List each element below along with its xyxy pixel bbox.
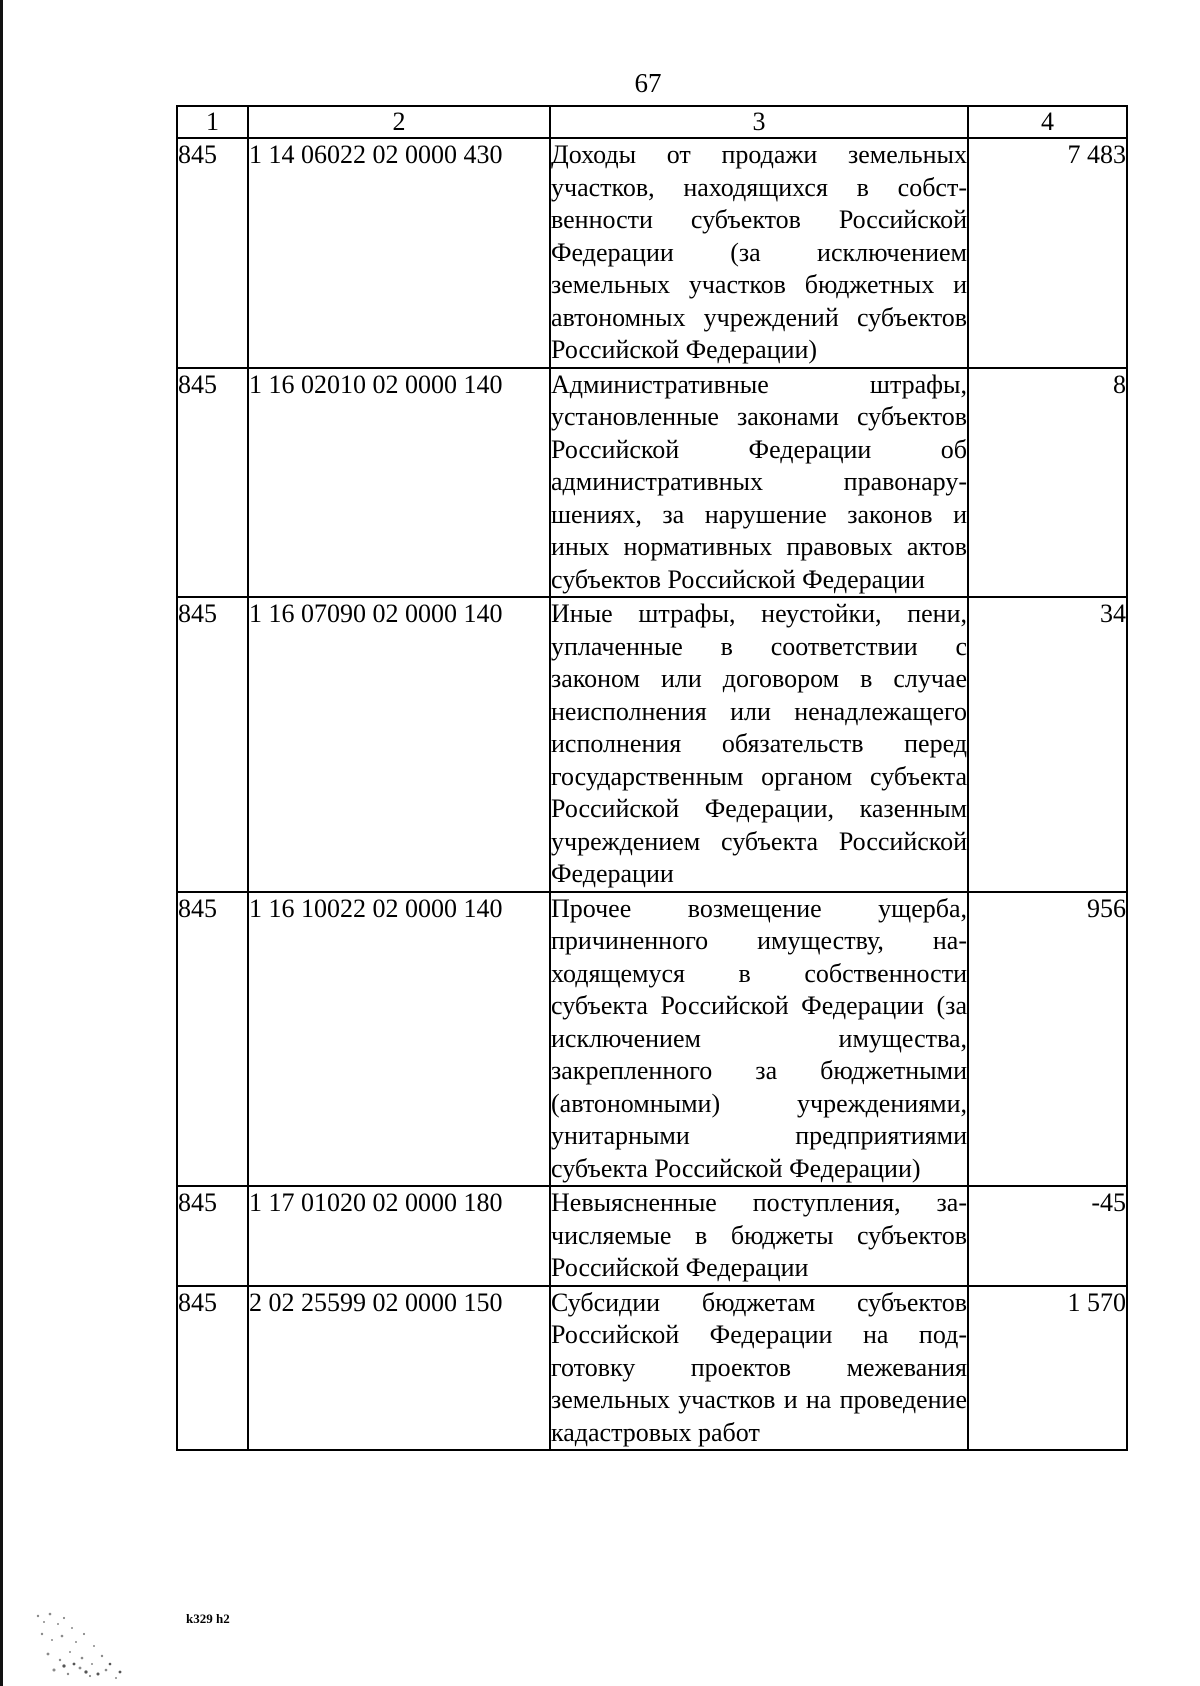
admin-code-cell: 845 bbox=[177, 138, 248, 368]
column-header-2: 2 bbox=[248, 106, 550, 138]
page-number: 67 bbox=[634, 68, 662, 98]
admin-code-cell: 845 bbox=[177, 597, 248, 892]
amount-cell: 7 483 bbox=[968, 138, 1127, 368]
table-header-row bbox=[177, 106, 1127, 138]
revenue-name-cell: Субсидии бюджетам субъектов Российской Федерации на подготовку проектов межевания земельных участков и на проведение кадастровых работ bbox=[550, 1286, 968, 1451]
document-footer-code: k329 h2 bbox=[186, 1611, 230, 1626]
budget-table bbox=[176, 105, 1128, 1451]
column-header-1: 1 bbox=[177, 106, 248, 138]
class-code-cell: 1 16 10022 02 0000 140 bbox=[248, 892, 550, 1187]
scan-left-border bbox=[0, 0, 3, 1686]
amount-cell: -45 bbox=[968, 1186, 1127, 1286]
amount-cell: 956 bbox=[968, 892, 1127, 1187]
table-row bbox=[177, 597, 1127, 892]
admin-code-cell: 845 bbox=[177, 368, 248, 598]
revenue-name-cell: Административные штрафы, установленные законами субъектов Российской Федерации об административных правонарушениях, за нарушение законов и иных нормативных правовых актов субъектов Российской Федерации bbox=[550, 368, 968, 598]
column-header-4: 4 bbox=[968, 106, 1127, 138]
admin-code-cell: 845 bbox=[177, 1286, 248, 1451]
class-code-cell: 2 02 25599 02 0000 150 bbox=[248, 1286, 550, 1451]
revenue-name-cell: Прочее возмещение ущерба, причиненного имуществу, находящемуся в собственности субъекта Российской Федерации (за исключением имущества, закрепленного за бюджетными (автономными) учреждениями, унитарными предприятиями субъекта Российской Федерации) bbox=[550, 892, 968, 1187]
admin-code-cell: 845 bbox=[177, 892, 248, 1187]
class-code-cell: 1 16 02010 02 0000 140 bbox=[248, 368, 550, 598]
amount-cell: 8 bbox=[968, 368, 1127, 598]
revenue-name-cell: Доходы от продажи земельных участков, находящихся в собственности субъектов Российской Федерации (за исключением земельных участков бюджетных и автономных учреждений субъектов Российской Федерации) bbox=[550, 138, 968, 368]
amount-cell: 34 bbox=[968, 597, 1127, 892]
class-code-cell: 1 14 06022 02 0000 430 bbox=[248, 138, 550, 368]
admin-code-cell: 845 bbox=[177, 1186, 248, 1286]
class-code-cell: 1 16 07090 02 0000 140 bbox=[248, 597, 550, 892]
table-row bbox=[177, 138, 1127, 368]
table-row bbox=[177, 368, 1127, 598]
table-row bbox=[177, 1286, 1127, 1451]
column-header-3: 3 bbox=[550, 106, 968, 138]
table-row bbox=[177, 892, 1127, 1187]
table-row bbox=[177, 1186, 1127, 1286]
amount-cell: 1 570 bbox=[968, 1286, 1127, 1451]
class-code-cell: 1 17 01020 02 0000 180 bbox=[248, 1186, 550, 1286]
revenue-name-cell: Невыясненные поступления, зачисляемые в бюджеты субъектов Российской Федерации bbox=[550, 1186, 968, 1286]
scan-noise-mark bbox=[24, 1594, 134, 1684]
revenue-name-cell: Иные штрафы, неустойки, пени, уплаченные в соответствии с законом или договором в случае неисполнения или ненадлежащего исполнения обязательств перед государственным органом субъекта Российской Федерации, казенным учреждением субъекта Российской Федерации bbox=[550, 597, 968, 892]
